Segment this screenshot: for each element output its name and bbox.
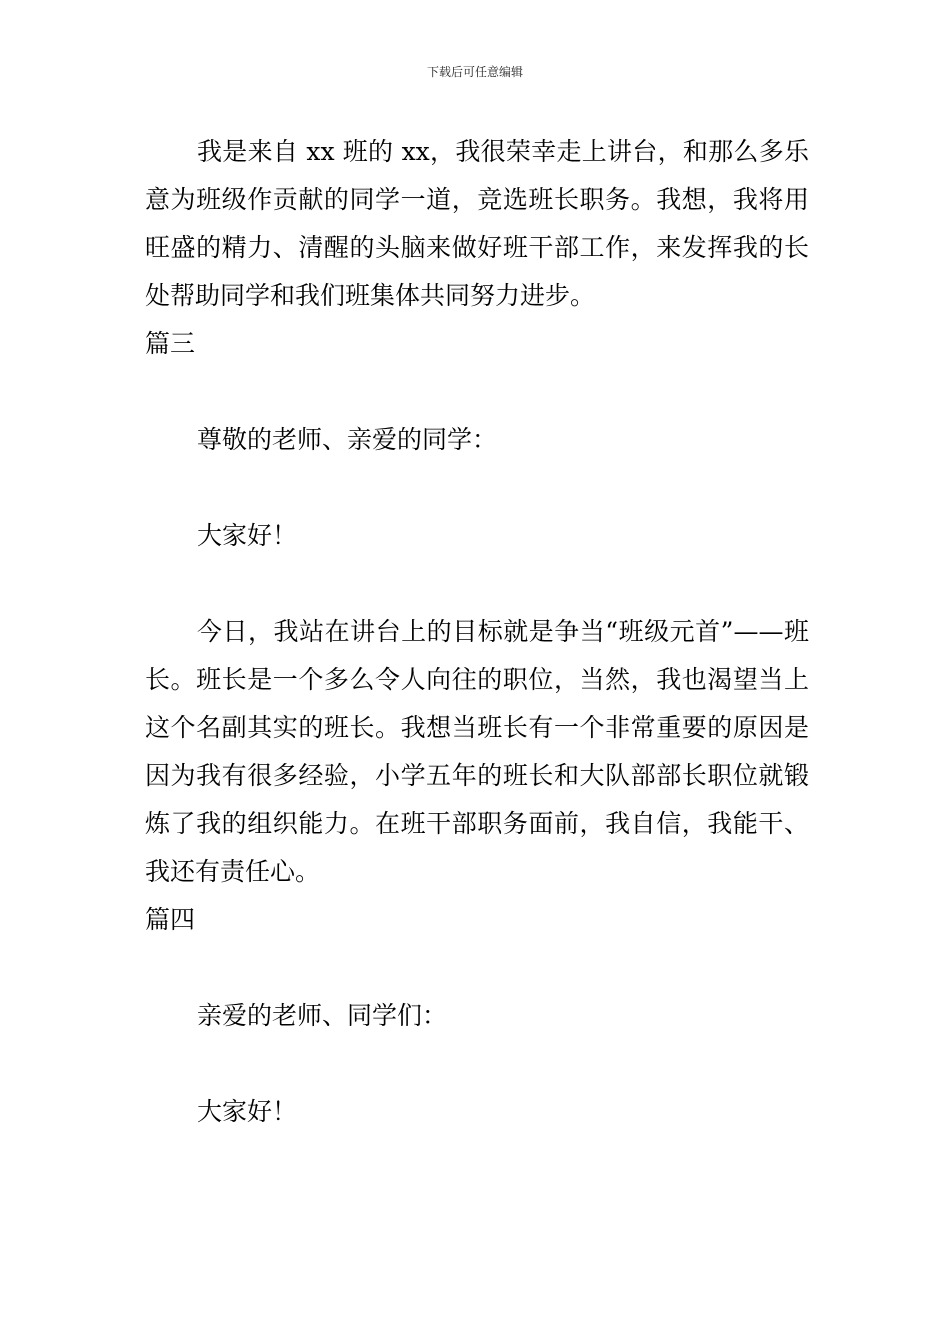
section-title-4: 篇四 [145, 905, 196, 934]
blank-line [145, 464, 809, 512]
hello-4: 大家好！ [197, 1097, 298, 1126]
hello-3: 大家好！ [197, 521, 298, 550]
blank-line [145, 368, 809, 416]
greeting-4: 亲爱的老师、同学们： [197, 1001, 448, 1030]
blank-line [145, 944, 809, 992]
page-header: 下载后可任意编辑 [426, 65, 523, 79]
paragraph-body-3: 今日，我站在讲台上的目标就是争当“班级元首”——班长。班长是一个多么令人向往的职位，当然，我也渴望当上这个名副其实的班长。我想当班长有一个非常重要的原因是因为我有很多经验，小学五年的班长和大队部部长职位就锻炼了我的组织能力。在班干部职务面前，我自信，我能干、我还有责任心。 [145, 617, 809, 886]
blank-line [145, 1040, 809, 1088]
blank-line [145, 560, 809, 608]
section-title-3: 篇三 [145, 329, 196, 358]
document-body [145, 128, 809, 1136]
greeting-3: 尊敬的老师、亲爱的同学： [197, 425, 498, 454]
paragraph-intro: 我是来自 xx 班的 xx，我很荣幸走上讲台，和那么多乐意为班级作贡献的同学一道，竞选班长职务。我想，我将用旺盛的精力、清醒的头脑来做好班干部工作，来发挥我的长处帮助同学和我们班集体共同努力进步。 [145, 137, 809, 310]
